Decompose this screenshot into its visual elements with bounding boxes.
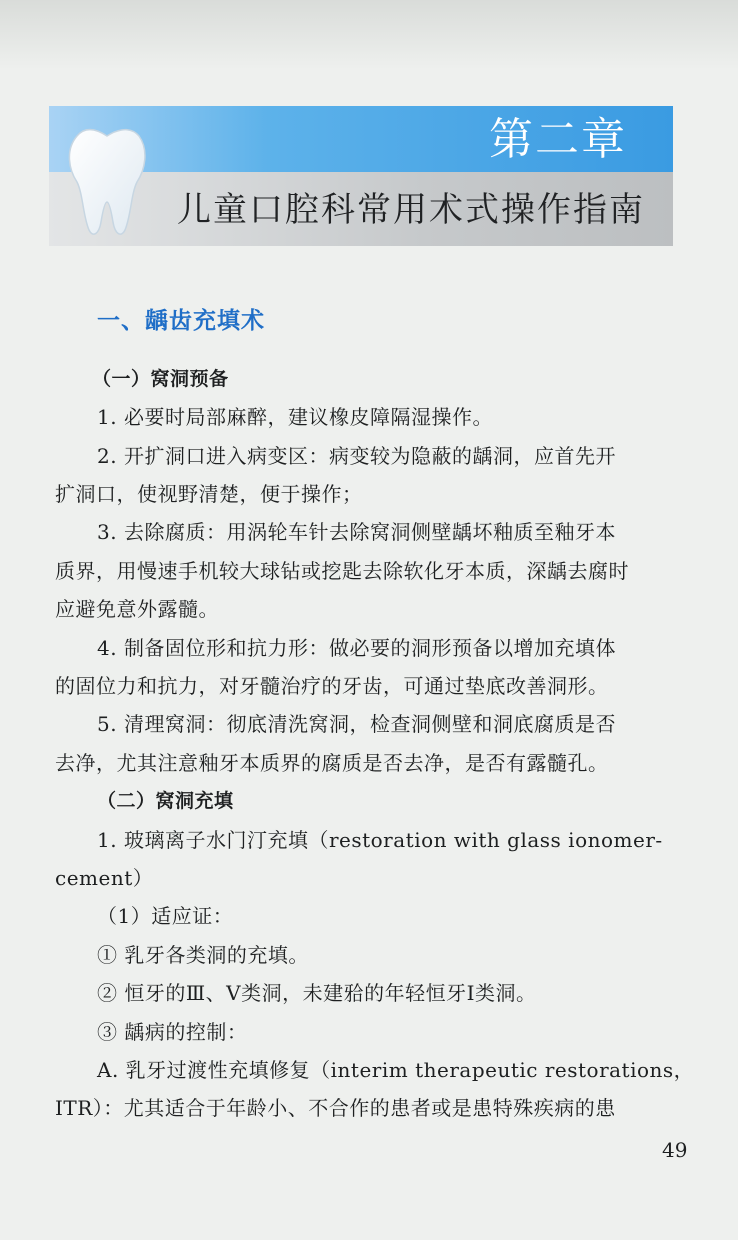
body-line: 的固位力和抗力，对牙髓治疗的牙齿，可通过垫底改善洞形。 xyxy=(55,674,609,698)
body-line: ② 恒牙的Ⅲ、Ⅴ类洞，未建𬌗的年轻恒牙Ⅰ类洞。 xyxy=(97,981,537,1005)
body-line: （1）适应证： xyxy=(97,904,234,928)
page-top-shadow xyxy=(0,0,738,70)
body-line: ITR）：尤其适合于年龄小、不合作的患者或是患特殊疾病的患 xyxy=(55,1096,616,1120)
page-number: 49 xyxy=(662,1138,688,1162)
chapter-title: 儿童口腔科常用术式操作指南 xyxy=(177,190,645,230)
body-line: 应避免意外露髓。 xyxy=(55,597,219,621)
body-line: 扩洞口，使视野清楚，便于操作； xyxy=(55,482,363,506)
chapter-number: 第二章 xyxy=(489,114,627,165)
tooth-icon xyxy=(57,118,157,238)
body-line: 3. 去除腐质：用涡轮车针去除窝洞侧壁龋坏釉质至釉牙本 xyxy=(97,520,616,544)
body-line: A. 乳牙过渡性充填修复（interim therapeutic restorations， xyxy=(97,1058,695,1082)
body-line: 4. 制备固位形和抗力形：做必要的洞形预备以增加充填体 xyxy=(97,636,616,660)
subsection-heading: （二）窝洞充填 xyxy=(97,790,234,812)
body-line: 去净，尤其注意釉牙本质界的腐质是否去净，是否有露髓孔。 xyxy=(55,751,609,775)
body-line: 1. 必要时局部麻醉，建议橡皮障隔湿操作。 xyxy=(97,405,493,429)
body-line: 1. 玻璃离子水门汀充填（restoration with glass ionomer- xyxy=(97,828,663,852)
body-line: cement） xyxy=(55,866,154,890)
body-line: 2. 开扩洞口进入病变区：病变较为隐蔽的龋洞，应首先开 xyxy=(97,444,616,468)
body-line: 5. 清理窝洞：彻底清洗窝洞，检查洞侧壁和洞底腐质是否 xyxy=(97,712,616,736)
chapter-banner xyxy=(49,106,673,246)
section-title: 一、龋齿充填术 xyxy=(97,307,265,334)
body-line: ③ 龋病的控制： xyxy=(97,1020,248,1044)
subsection-heading: （一）窝洞预备 xyxy=(92,368,229,390)
body-line: ① 乳牙各类洞的充填。 xyxy=(97,943,309,967)
body-line: 质界，用慢速手机较大球钻或挖匙去除软化牙本质，深龋去腐时 xyxy=(55,559,629,583)
